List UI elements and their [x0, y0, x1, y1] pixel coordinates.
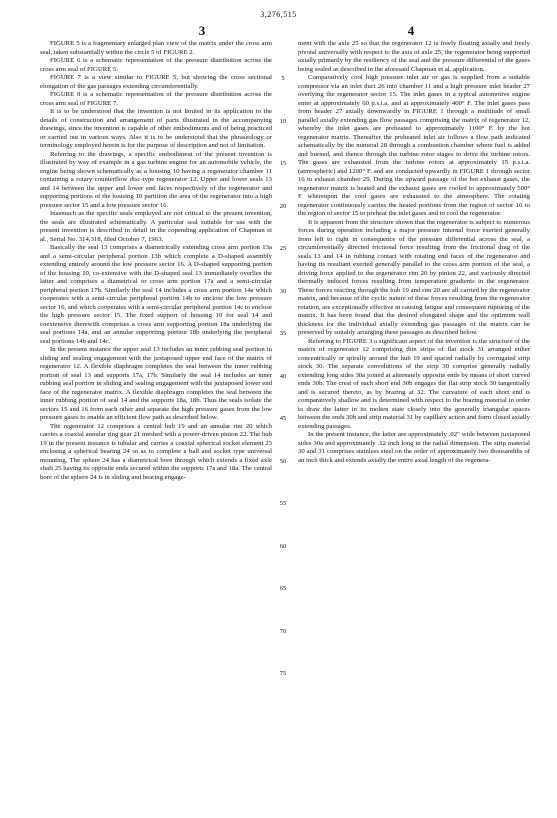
line-number: 65: [279, 585, 287, 592]
paragraph: ment with the axle 25 so that the regenerator 12 is freely floating axially and freely pivotal universally with respect to the axis of axle 25, the regenerator being supported axially primarily by the resiliency of the seal and the pressure differential of the gases being sealed as described in the aforesaid Chapman et al. application.: [298, 40, 530, 73]
patent-number: 3,276,515: [260, 10, 297, 19]
paragraph: FIGURE 5 is a fragmentary enlarged plan view of the matrix under the cross arm seal, taken substantially within the circle 5 of FIGURE 2.: [40, 40, 272, 56]
line-number: 70: [279, 627, 287, 635]
paragraph: It is to be understood that the invention is not limited in its application to the details of construction and arrangement of parts illustrated in the accompanying drawings, since the invention is capable of other embodiments and of being practiced or carried out in various ways. Also it is to be understood that the phraseology or terminology employed herein is for the purpose of description and not of limitation.: [40, 108, 272, 149]
paragraph: FIGURE 8 is a schematic representation of the pressure distribution across the cross arm seal of FIGURE 7.: [40, 91, 272, 107]
column-number-right: 4: [407, 23, 415, 38]
paragraph: FIGURE 6 is a schematic representation of the pressure distribution across the cross arm seal of FIGURE 5.: [40, 57, 272, 73]
paragraph: In the present instance the upper seal 13 includes an inner rubbing seal portion in sliding and sealing engagement with the juxtaposed upper end face of the matrix of regenerator 12. A flexible diaphragm completes the seal between the inner rubbing portion of seal 13 and supports 17a, 17b. Similarly the seal 14 includes an inner rubbing seal portion in sliding and sealing engagement with the juxtaposed lower end face of the regenerator matrix. A flexible diaphragm completes the seal between the inner rubbing portion of seal 14 and the supports 18a, 18b. Thus the seals isolate the sectors 15 and 16 from each other and separate the high pressure gases from the low pressure gases to enable an efficient flow path as described below.: [40, 346, 272, 421]
line-number: 15: [279, 160, 287, 167]
line-number: 30: [279, 287, 287, 295]
right-text-column: [298, 40, 530, 465]
paragraph: Referring to the drawings, a specific embodiment of the present invention is illustrated by way of example in a gas turbine engine for an automobile vehicle, the engine being shown schematically as a housing 10 having a regenerator chamber 11 containing a rotary counterflow disc-type regenerator 12. Upper and lower seals 13 and 14 between the upper and lower end faces respectively of the regenerator and supporting portions of the housing 10 partition the area of the regenerator into a high pressure sector 15 and a low pressure sector 16.: [40, 150, 272, 209]
line-number: 25: [279, 245, 287, 252]
left-text-column: [40, 40, 272, 482]
paragraph: Inasmuch as the specific seals employed are not critical to the present invention, the seals are illustrated schematically. A particular seal suitable for use with the present invention is described in detail in the copending application of Chapman et al., Serial No. 314,318, filed October 7, 1963.: [40, 210, 272, 243]
paragraph: It is apparent from the structure shown that the regenerator is subject to numerous forces during operation including a major pressure internal force exerted generally from left to right in consequence of the pressure differential across the seal, a circumferentially directed frictional force resulting from the frictional drag of the seals 13 and 14 in rubbing contact with rotating end faces of the regenerator and having its resultant exerted generally parallel to the cross arm portion of the seal, a driving force applied to the regenerator rim 20 by pinion 22, and variously directed thermally induced forces resulting from temperature gradients in the regenerator. These forces reacting through the hub 19 and rim 20 are all carried by the regenerator matrix, and because of the cyclic nature of these forces resulting from the regenerator rotation, are exceptionally effective in causing fatigue and consequent rupturing of the matrix. It has been found that the desired elongated shape and the optimum wall thickness for the individual axially extending gas passages of the matrix can be preserved by suitably arranging these passages as described below.: [298, 218, 530, 336]
paragraph: Referring to FIGURE 3 a significant aspect of the invention is the structure of the matrix of regenerator 12 comprising thin strips of flat stock 31 arranged either concentrically or spirally around the hub 19 and spaced radially by corrugated strip stock 30. The separate convolutions of the strip 30 comprise generally radially extending long sides 30a joined at alternately opposite ends by means of short curved ends 30b. The crest of each short end 30b engages the flat strip stock 30 tangentially and is secured thereto, as by brazing at 32. The curvature of each short end is comparatively shallow and is determined with respect to the brazing material in order to draw the latter in its molten state closely into the generally triangular spaces between the ends 30b and strip material 31 by capillary action and form closed axially extending passages.: [298, 337, 530, 430]
line-number: 10: [279, 117, 287, 125]
line-number: 35: [279, 330, 287, 337]
line-number: 60: [279, 542, 287, 550]
paragraph: Comparatively cool high pressure inlet air or gas is supplied from a suitable compressor via an inlet duct 26 into chamber 11 and a high pressure inlet header 27 overlying the regenerator sector 15. The inlet gases in a typical automotive engine enter at approximately 60 p.s.i.a. and at approximately 400° F. The inlet gases pass from header 27 axially downwardly in FIGURE 1 through a multitude of small parallel axially extending gas flow passages comprising the matrix of regenerator 12, whereby the inlet gases are preheated to approximately 1100° F. by the hot regenerator matrix. Thereafter the preheated inlet air follows a flow path indicated schematically by the numeral 28 through a combustion chamber where fuel is added and burned, and thence through the turbine rotor stages to drive the turbine rotors. The gases are exhausted from the turbine rotors at approximately 15 p.s.i.a. (atmospheric) and 1200° F. and are conducted upwardly in FIGURE 1 through sector 16 to exhaust chamber 29. During the upward passage of the hot exhaust gases, the regenerator matrix is heated and the exhaust gases are cooled to approximately 500° F. whereupon the cool gases are exhausted to the atmosphere. The rotating regenerator continuously carries the heated portions from the region of sector 16 to the region of sector 15 to preheat the inlet gases and to cool the regenerator.: [298, 74, 530, 217]
line-number: 55: [279, 500, 287, 507]
line-number: 50: [279, 457, 287, 465]
column-number-left: 3: [198, 23, 206, 38]
line-number: 40: [279, 372, 287, 380]
line-number: 5: [281, 75, 285, 82]
paragraph: FIGURE 7 is a view similar to FIGURE 5, but showing the cross sectional elongation of the gas passages extending circumferentially.: [40, 74, 272, 90]
paragraph: The regenerator 12 comprises a central hub 19 and an annular rim 20 which carries a coaxial annular ring gear 21 meshed with a power-driven pinion 22. The hub 19 in the present instance is tubular and carries a coaxial spherical socket element 23 enclosing a spherical bearing 24 so as to complete a ball and socket type universal mounting. The sphere 24 has a diametrical bore through which extends a fixed axle shaft 25 having its opposite ends secured within the supports 17a and 18a. The central bore of the sphere 24 is in sliding and bearing engage-: [40, 422, 272, 481]
line-number: 75: [279, 670, 287, 677]
line-number: 45: [279, 415, 287, 422]
paragraph: In the present instance, the latter are approximately .02" wide between juxtaposed sides 30a and approximately .12 inch long in the radial dimension. The strip material 30 and 31 comprises stainless steel on the order of approximately two thousandths of an inch thick and extends axially the entire axial length of the regenera-: [298, 431, 530, 464]
paragraph: Basically the seal 13 comprises a diametrically extending cross arm portion 13a and a semi-circular peripheral portion 13b which complete a D-shaped assembly extending entirely around the low pressure sector 16. A D-shaped supporting portion of the housing 10, co-extensive with the D-shaped seal 13 immediately overlies the latter and comprises a diametrical or cross arm portion 17a and a semi-circular peripheral portion 17b. Similarly the seal 14 includes a cross arm portion 14a which cooperates with a semi-circular peripheral portion 14b to enclose the low pressure sector 16, and which cooperates with a semi-circular peripheral portion 14c to enclose the high pressure sector 15. The fixed support of housing 10 for seal 14 and coextensive therewith comprises a cross arm supporting portion 18a underlying the seal portions 14a, and an annular supporting portion 18b underlying the peripheral seal portions 14b and 14c.: [40, 244, 272, 345]
line-number: 20: [279, 202, 287, 210]
